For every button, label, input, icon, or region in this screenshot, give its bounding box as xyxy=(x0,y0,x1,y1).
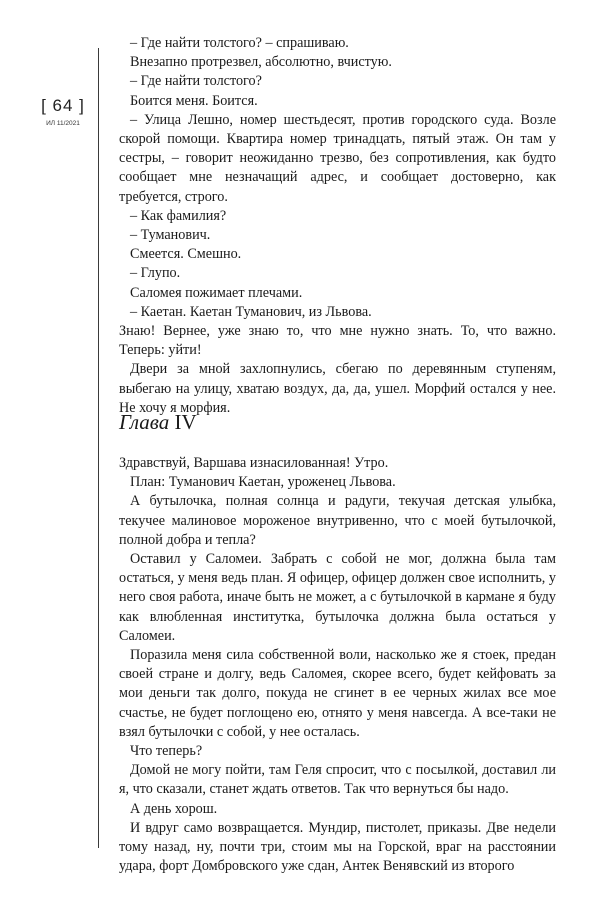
paragraph: И вдруг само возвращается. Мундир, пистолет, приказы. Две недели тому назад, ну, почти три, стоим мы на Горской, враг на расстоянии удара, форт Домбровского уже сдан, Антек Венявский из второго xyxy=(119,819,556,875)
paragraph: Домой не могу пойти, там Геля спросит, что с посылкой, доставил ли я, что сказали, станет ждать ответов. Так что вернуться бы надо. xyxy=(119,762,556,798)
paragraph: Боится меня. Боится. xyxy=(130,92,258,109)
paragraph: – Улица Лешно, номер шестьдесят, против городского суда. Возле скорой помощи. Квартира номер тринадцать, пятый этаж. Он там у сестры, – говорит неожиданно трезво, без сопротивления, как будто сообщает мне незначащий адрес, и сообщает достоверно, как требуется, строго. xyxy=(119,111,556,205)
paragraph: – Где найти толстого? – спрашиваю. xyxy=(130,35,349,51)
paragraph: Смеется. Смешно. xyxy=(130,246,242,263)
paragraph: – Где найти толстого? xyxy=(130,73,262,90)
text-block-chapter xyxy=(119,454,556,876)
paragraph: Знаю! Вернее, уже знаю то, что мне нужно знать. То, что важно. Теперь: уйти! xyxy=(119,323,556,359)
chapter-numeral: IV xyxy=(174,410,197,434)
paragraph: Внезапно протрезвел, абсолютно, вчистую. xyxy=(130,54,392,71)
paragraph: Что теперь? xyxy=(130,743,203,760)
chapter-heading xyxy=(119,410,197,435)
paragraph: А день хорош. xyxy=(130,800,218,817)
paragraph: Здравствуй, Варшава изнасилованная! Утро. xyxy=(119,455,389,471)
paragraph: Оставил у Саломеи. Забрать с собой не мог, должна была там остаться, у меня ведь план. Я офицер, офицер должен свое исполнить, у него своя работа, иначе быть не может, а с бутылочкой в кармане я буду как влюбленная институтка, бутылочка должна была остаться у Саломеи. xyxy=(119,551,556,644)
paragraph: Саломея пожимает плечами. xyxy=(130,284,303,301)
paragraph: – Глупо. xyxy=(130,265,181,282)
paragraph: А бутылочка, полная солнца и радуги, текучая детская улыбка, текучее малиновое мороженое внутривенно, что с моей бутылочкой, полной добра и тепла? xyxy=(119,493,556,548)
paragraph: – Каетан. Каетан Туманович, из Львова. xyxy=(130,303,372,320)
paragraph: – Как фамилия? xyxy=(130,207,227,224)
chapter-word: Глава xyxy=(119,410,170,434)
paragraph: Двери за мной захлопнулись, сбегаю по деревянным ступеням, выбегаю на улицу, хватаю воздух, да, да, ушел. Морфий остался у нее. Не хочу я морфия. xyxy=(119,361,556,416)
issue-code: ИЛ 11/2021 xyxy=(46,120,80,127)
paragraph: – Туманович. xyxy=(130,227,211,244)
paragraph: Поразила меня сила собственной воли, насколько же я стоек, предан своей стране и долгу, ведь Саломея, скорее всего, будет кейфовать за мои деньги так долго, покуда не сгинет в ее черных жилах все мое счастье, не будет поглощено ею, отнято у меня навсегда. А все-таки не взял бутылочки с собой, у нее осталась. xyxy=(119,647,556,740)
text-block-top xyxy=(119,34,556,418)
page-number: [ 64 ] xyxy=(41,96,85,115)
margin-rule xyxy=(98,48,99,848)
paragraph: План: Туманович Каетан, уроженец Львова. xyxy=(130,474,396,491)
